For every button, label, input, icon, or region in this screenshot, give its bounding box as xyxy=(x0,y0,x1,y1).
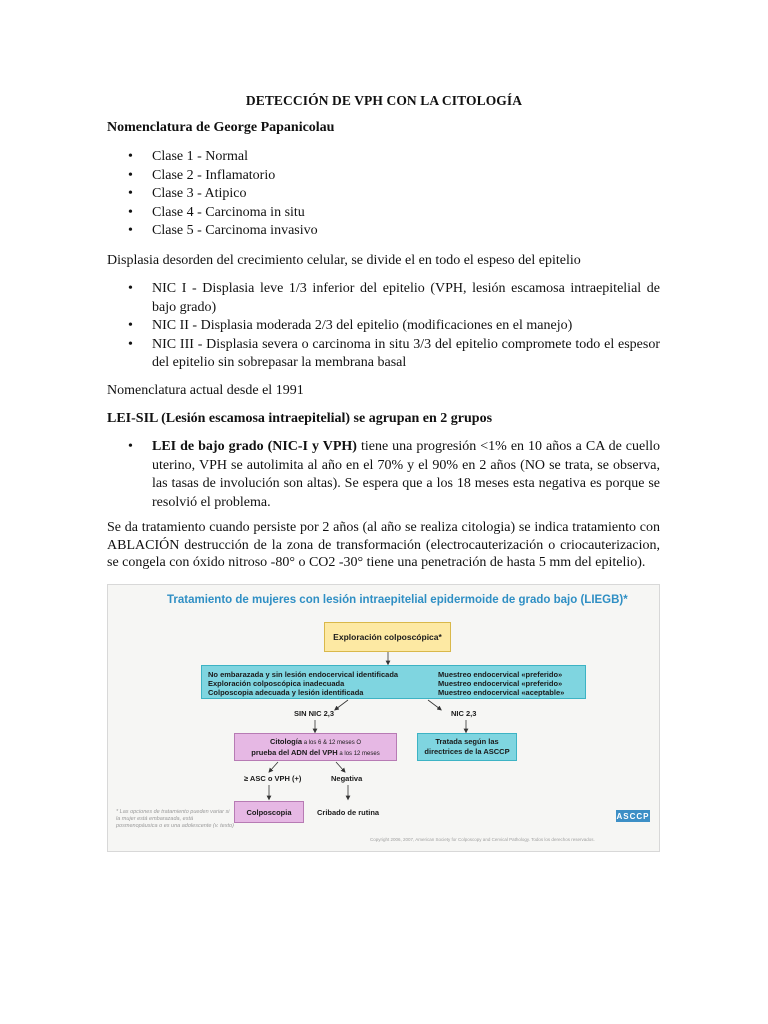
treatment-flowchart-figure xyxy=(107,584,660,852)
list-item: • Clase 5 - Carcinoma invasivo xyxy=(107,222,660,241)
citologia-line2-text: prueba del ADN del VPH xyxy=(251,748,338,757)
criteria-box xyxy=(201,665,586,699)
criteria-right-line: Muestreo endocervical «preferido» xyxy=(438,679,563,688)
figure-copyright: Copyright 2006, 2007, American Society for Colposcopy and Cervical Pathology. Todos los derechos reservados. xyxy=(370,837,595,842)
list-item xyxy=(107,438,660,512)
cribado-label: Cribado de rutina xyxy=(317,808,380,817)
arrow xyxy=(336,762,344,771)
criteria-left-line: No embarazada y sin lesión endocervical identificada xyxy=(208,670,399,679)
list-item: • Clase 3 - Atipico xyxy=(107,185,660,204)
citologia-small-text: a los 6 & 12 meses O xyxy=(302,740,362,746)
list-item: • NIC I - Displasia leve 1/3 inferior del epitelio (VPH, lesión escamosa intraepitelial de bajo grado) xyxy=(107,280,660,317)
papanicolau-class-list xyxy=(107,148,660,241)
asc-vph-label: ≥ ASC o VPH (+) xyxy=(244,774,302,783)
criteria-right-line: Muestreo endocervical «aceptable» xyxy=(438,688,565,697)
figure-title: Tratamiento de mujeres con lesión intraepitelial epidermoide de grado bajo (LIEGB)* xyxy=(167,594,628,606)
list-item: • Clase 2 - Inflamatorio xyxy=(107,167,660,186)
tratada-box: Tratada según las directrices de la ASCCP xyxy=(417,733,517,761)
list-item: • Clase 1 - Normal xyxy=(107,148,660,167)
displasia-intro: Displasia desorden del crecimiento celular, se divide el en todo el espeso del epitelio xyxy=(107,253,581,268)
document-title: DETECCIÓN DE VPH CON LA CITOLOGÍA xyxy=(245,93,523,108)
colposcopia-box: Colposcopia xyxy=(234,801,304,823)
list-item: • Clase 4 - Carcinoma in situ xyxy=(107,204,660,223)
nic-list xyxy=(107,280,660,373)
arrow xyxy=(428,700,440,709)
exploracion-colposcopica-box: Exploración colposcópica* xyxy=(324,622,451,652)
tratamiento-paragraph: Se da tratamiento cuando persiste por 2 años (al año se realiza citologia) se indica tratamiento con ABLACIÓN destrucción de la zona de transformación (electrocauterización o criocauterizacion, se congela con óxido nitroso -80° o CO2 -30° tiene una penetración de hasta 5 mm del epitelio). xyxy=(107,520,660,570)
arrow xyxy=(270,762,278,771)
criteria-left-line: Exploración colposcópica inadecuada xyxy=(208,679,345,688)
citologia-box xyxy=(234,733,397,761)
criteria-left-line: Colposcopia adecuada y lesión identificada xyxy=(208,688,364,697)
nomenclatura-actual: Nomenclatura actual desde el 1991 xyxy=(107,383,304,398)
list-item: • NIC II - Displasia moderada 2/3 del epitelio (modificaciones en el manejo) xyxy=(107,317,660,336)
list-item: • NIC III - Displasia severa o carcinoma in situ 3/3 del epitelio compromete todo el espesor del epitelio sin sobrepasar la membrana basal xyxy=(107,336,660,373)
negativa-label: Negativa xyxy=(331,774,363,783)
lei-bajo-grado-label: LEI de bajo grado (NIC-I y VPH) xyxy=(152,439,357,454)
lei-list xyxy=(107,438,660,512)
section-heading-papanicolau: Nomenclatura de George Papanicolau xyxy=(107,120,335,135)
sin-nic-label: SIN NIC 2,3 xyxy=(294,709,335,718)
citologia-small2-text: a los 12 meses xyxy=(337,751,380,757)
lei-bajo-grado-text: tiene una progresión <1% en 10 años a CA de cuello uterino, VPH se autolimita al año en el 70% y el 90% en 2 años (NO se trata, se observa, las tasas de involución son altas). Se espera que a los 18 meses esta negativa es porque se resolvió el problema. xyxy=(152,439,660,510)
section-heading-lei-sil: LEI-SIL (Lesión escamosa intraepitelial) se agrupan en 2 grupos xyxy=(107,411,493,426)
asccp-logo: ASCCP xyxy=(616,811,650,821)
criteria-right-line: Muestreo endocervical «preferido» xyxy=(438,670,563,679)
citologia-main-text: Citología xyxy=(269,737,303,746)
figure-footnote: * Las opciones de tratamiento pueden variar si la mujer está embarazada, está posmenopáusica o es una adolescente (v. texto) xyxy=(116,809,234,829)
arrow xyxy=(336,700,348,709)
nic-label: NIC 2,3 xyxy=(451,709,477,718)
criteria-left-column xyxy=(208,670,398,697)
criteria-right-column xyxy=(438,670,564,697)
